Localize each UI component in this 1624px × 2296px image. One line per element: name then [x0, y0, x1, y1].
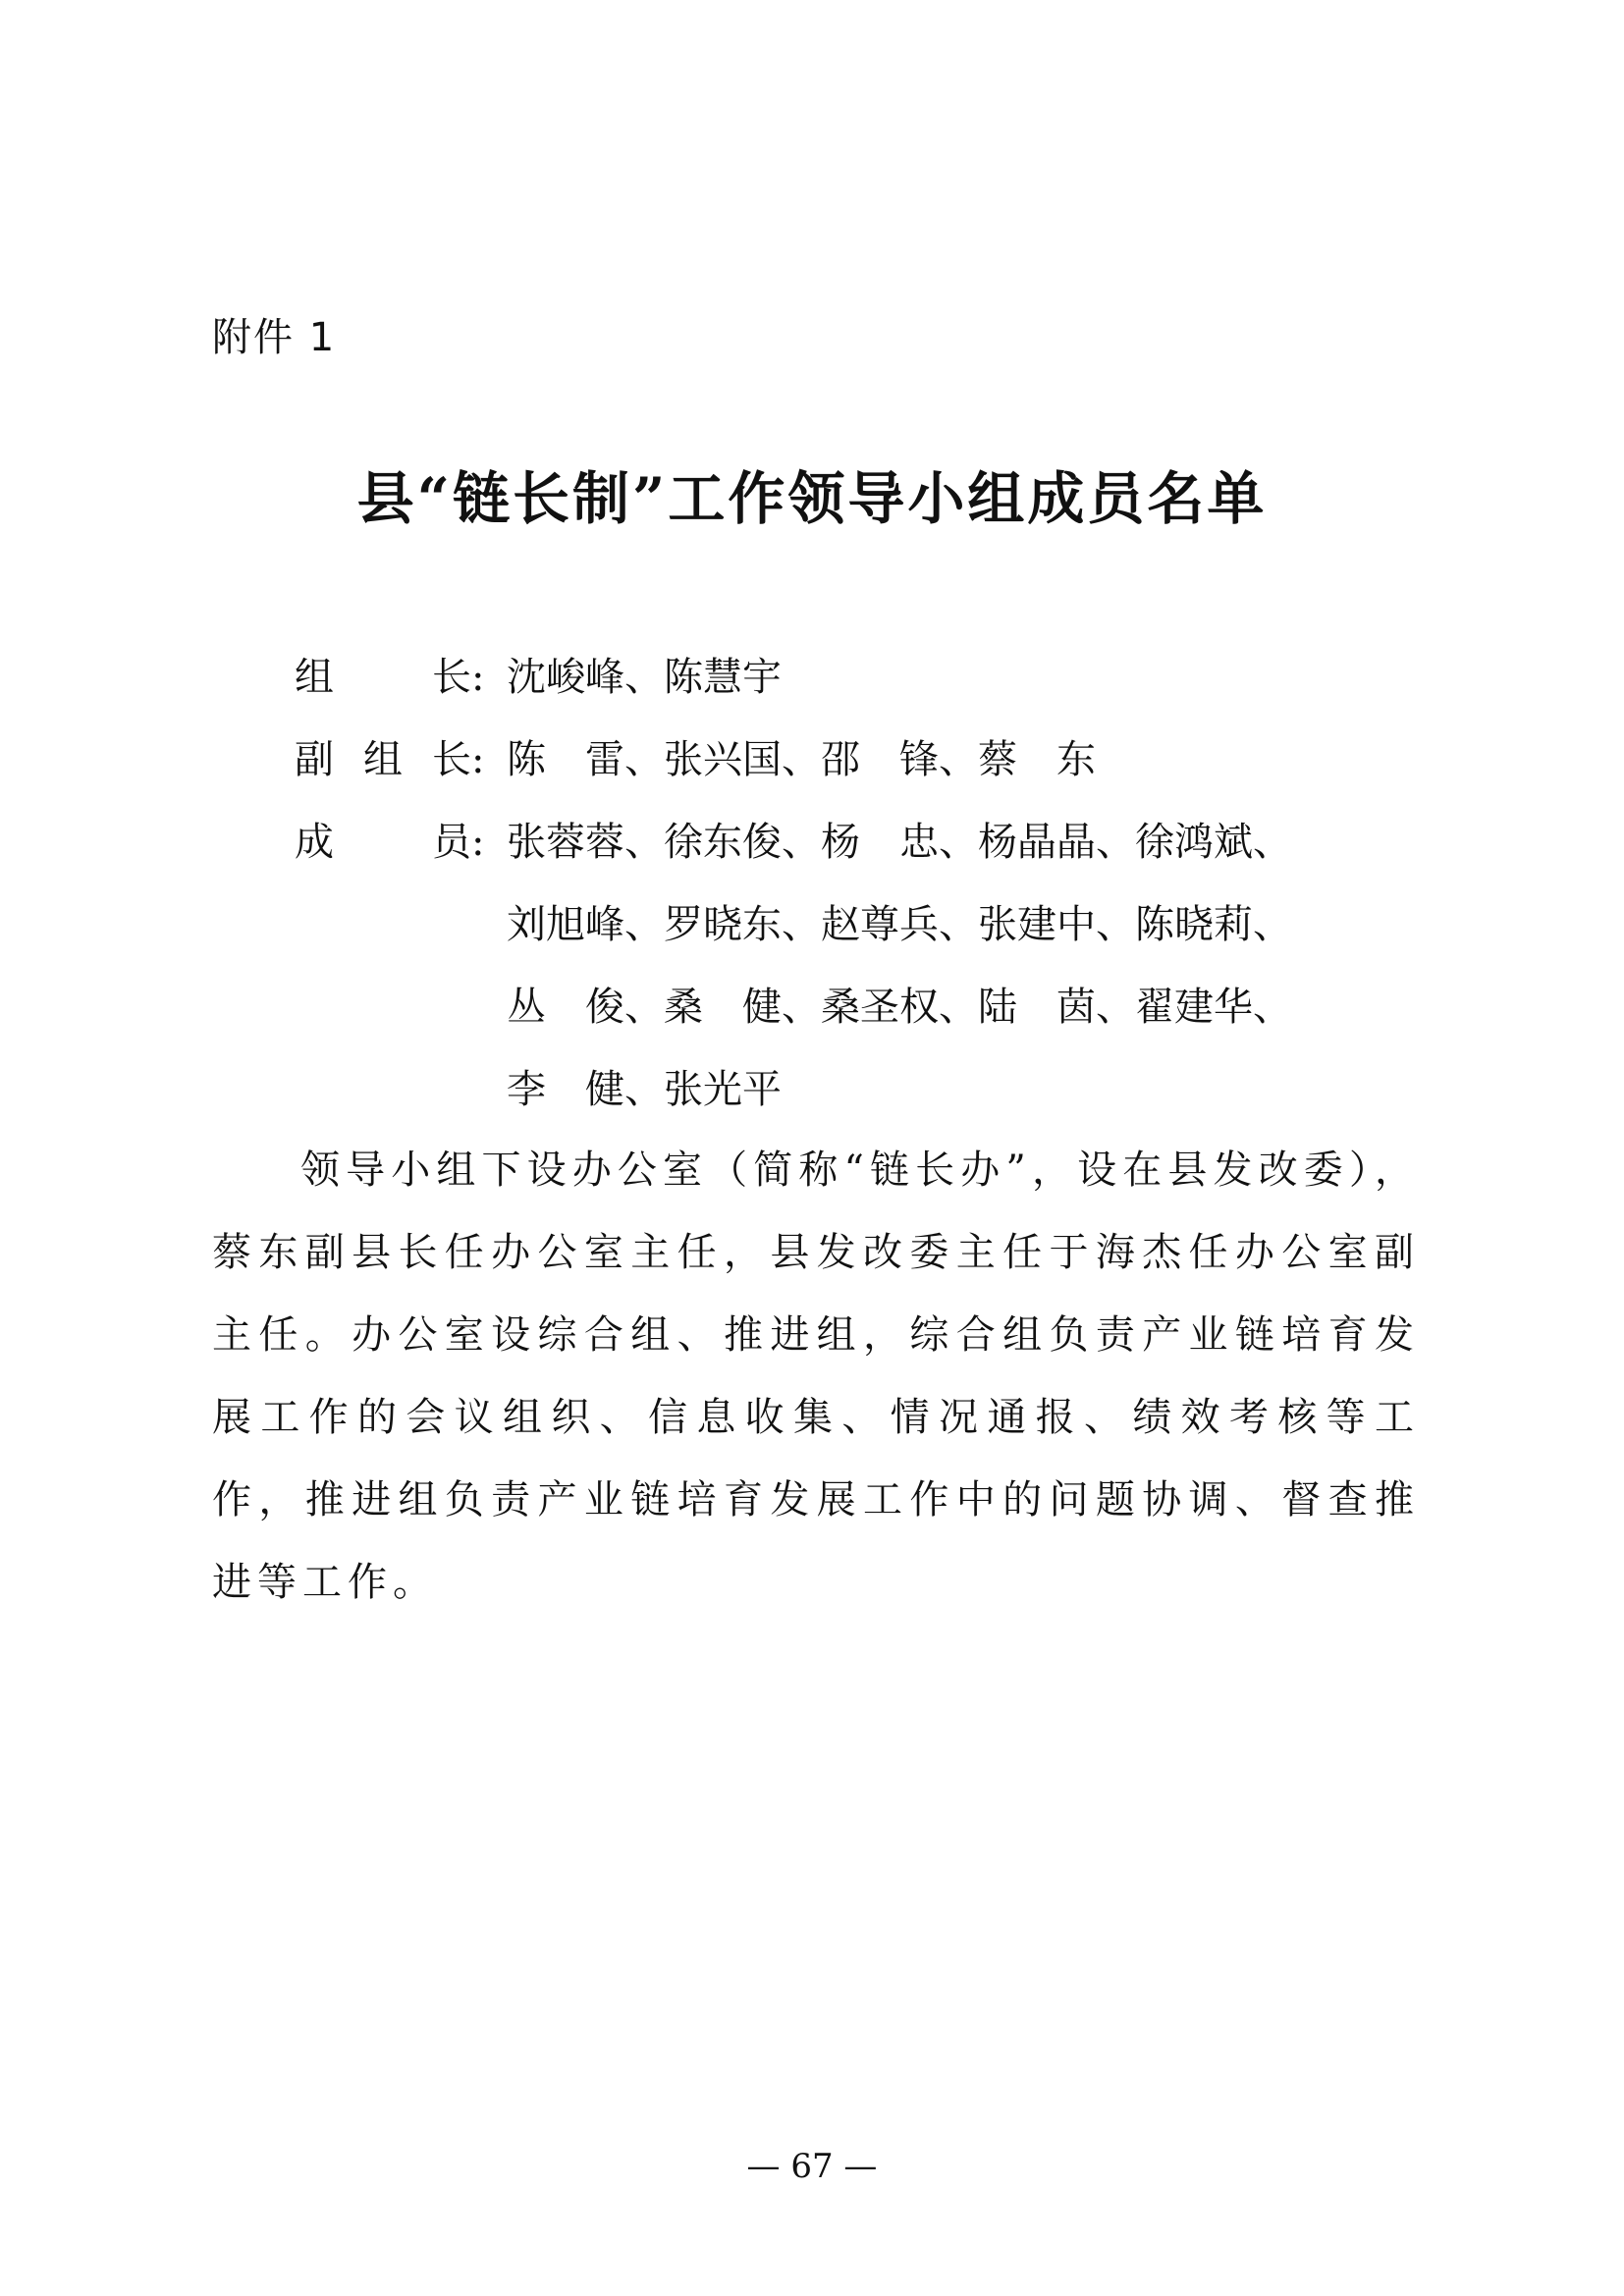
deputy-role-label: 副组长	[295, 737, 471, 782]
member-colon: :	[471, 820, 485, 865]
member-roster	[295, 636, 1292, 1131]
member-names-line: 李 健、张光平	[507, 1067, 782, 1112]
deputy-colon: :	[471, 737, 485, 782]
leader-names: 沈峻峰、陈慧宇	[507, 655, 782, 700]
leader-colon: :	[471, 655, 485, 700]
member-role-label: 成 员	[295, 820, 471, 865]
leader-row	[295, 636, 1292, 719]
member-names-line: 张蓉蓉、徐东俊、杨 忠、杨晶晶、徐鸿斌、	[507, 820, 1292, 865]
deputy-row	[295, 719, 1292, 801]
office-description-paragraph: 领导小组下设办公室（简称“链长办”，设在县发改委），蔡东副县长任办公室主任，县发改委主任于海杰任办公室副主任。办公室设综合组、推进组，综合组负责产业链培育发展工作的会议组织、信息收集、情况通报、绩效考核等工作，推进组负责产业链培育发展工作中的问题协调、督查推进等工作。	[212, 1148, 1420, 1605]
leader-role-label: 组 长	[295, 655, 471, 700]
document-title: 县“链长制”工作领导小组成员名单	[356, 465, 1268, 532]
member-names-line: 刘旭峰、罗晓东、赵尊兵、张建中、陈晓莉、	[507, 902, 1292, 947]
attachment-label: 附件 1	[212, 315, 337, 360]
member-names-line: 丛 俊、桑 健、桑圣权、陆 茵、翟建华、	[507, 985, 1292, 1030]
member-row	[295, 801, 1292, 883]
deputy-names: 陈 雷、张兴国、邵 锋、蔡 东	[507, 737, 1096, 782]
page-number: — 67 —	[746, 2147, 878, 2186]
